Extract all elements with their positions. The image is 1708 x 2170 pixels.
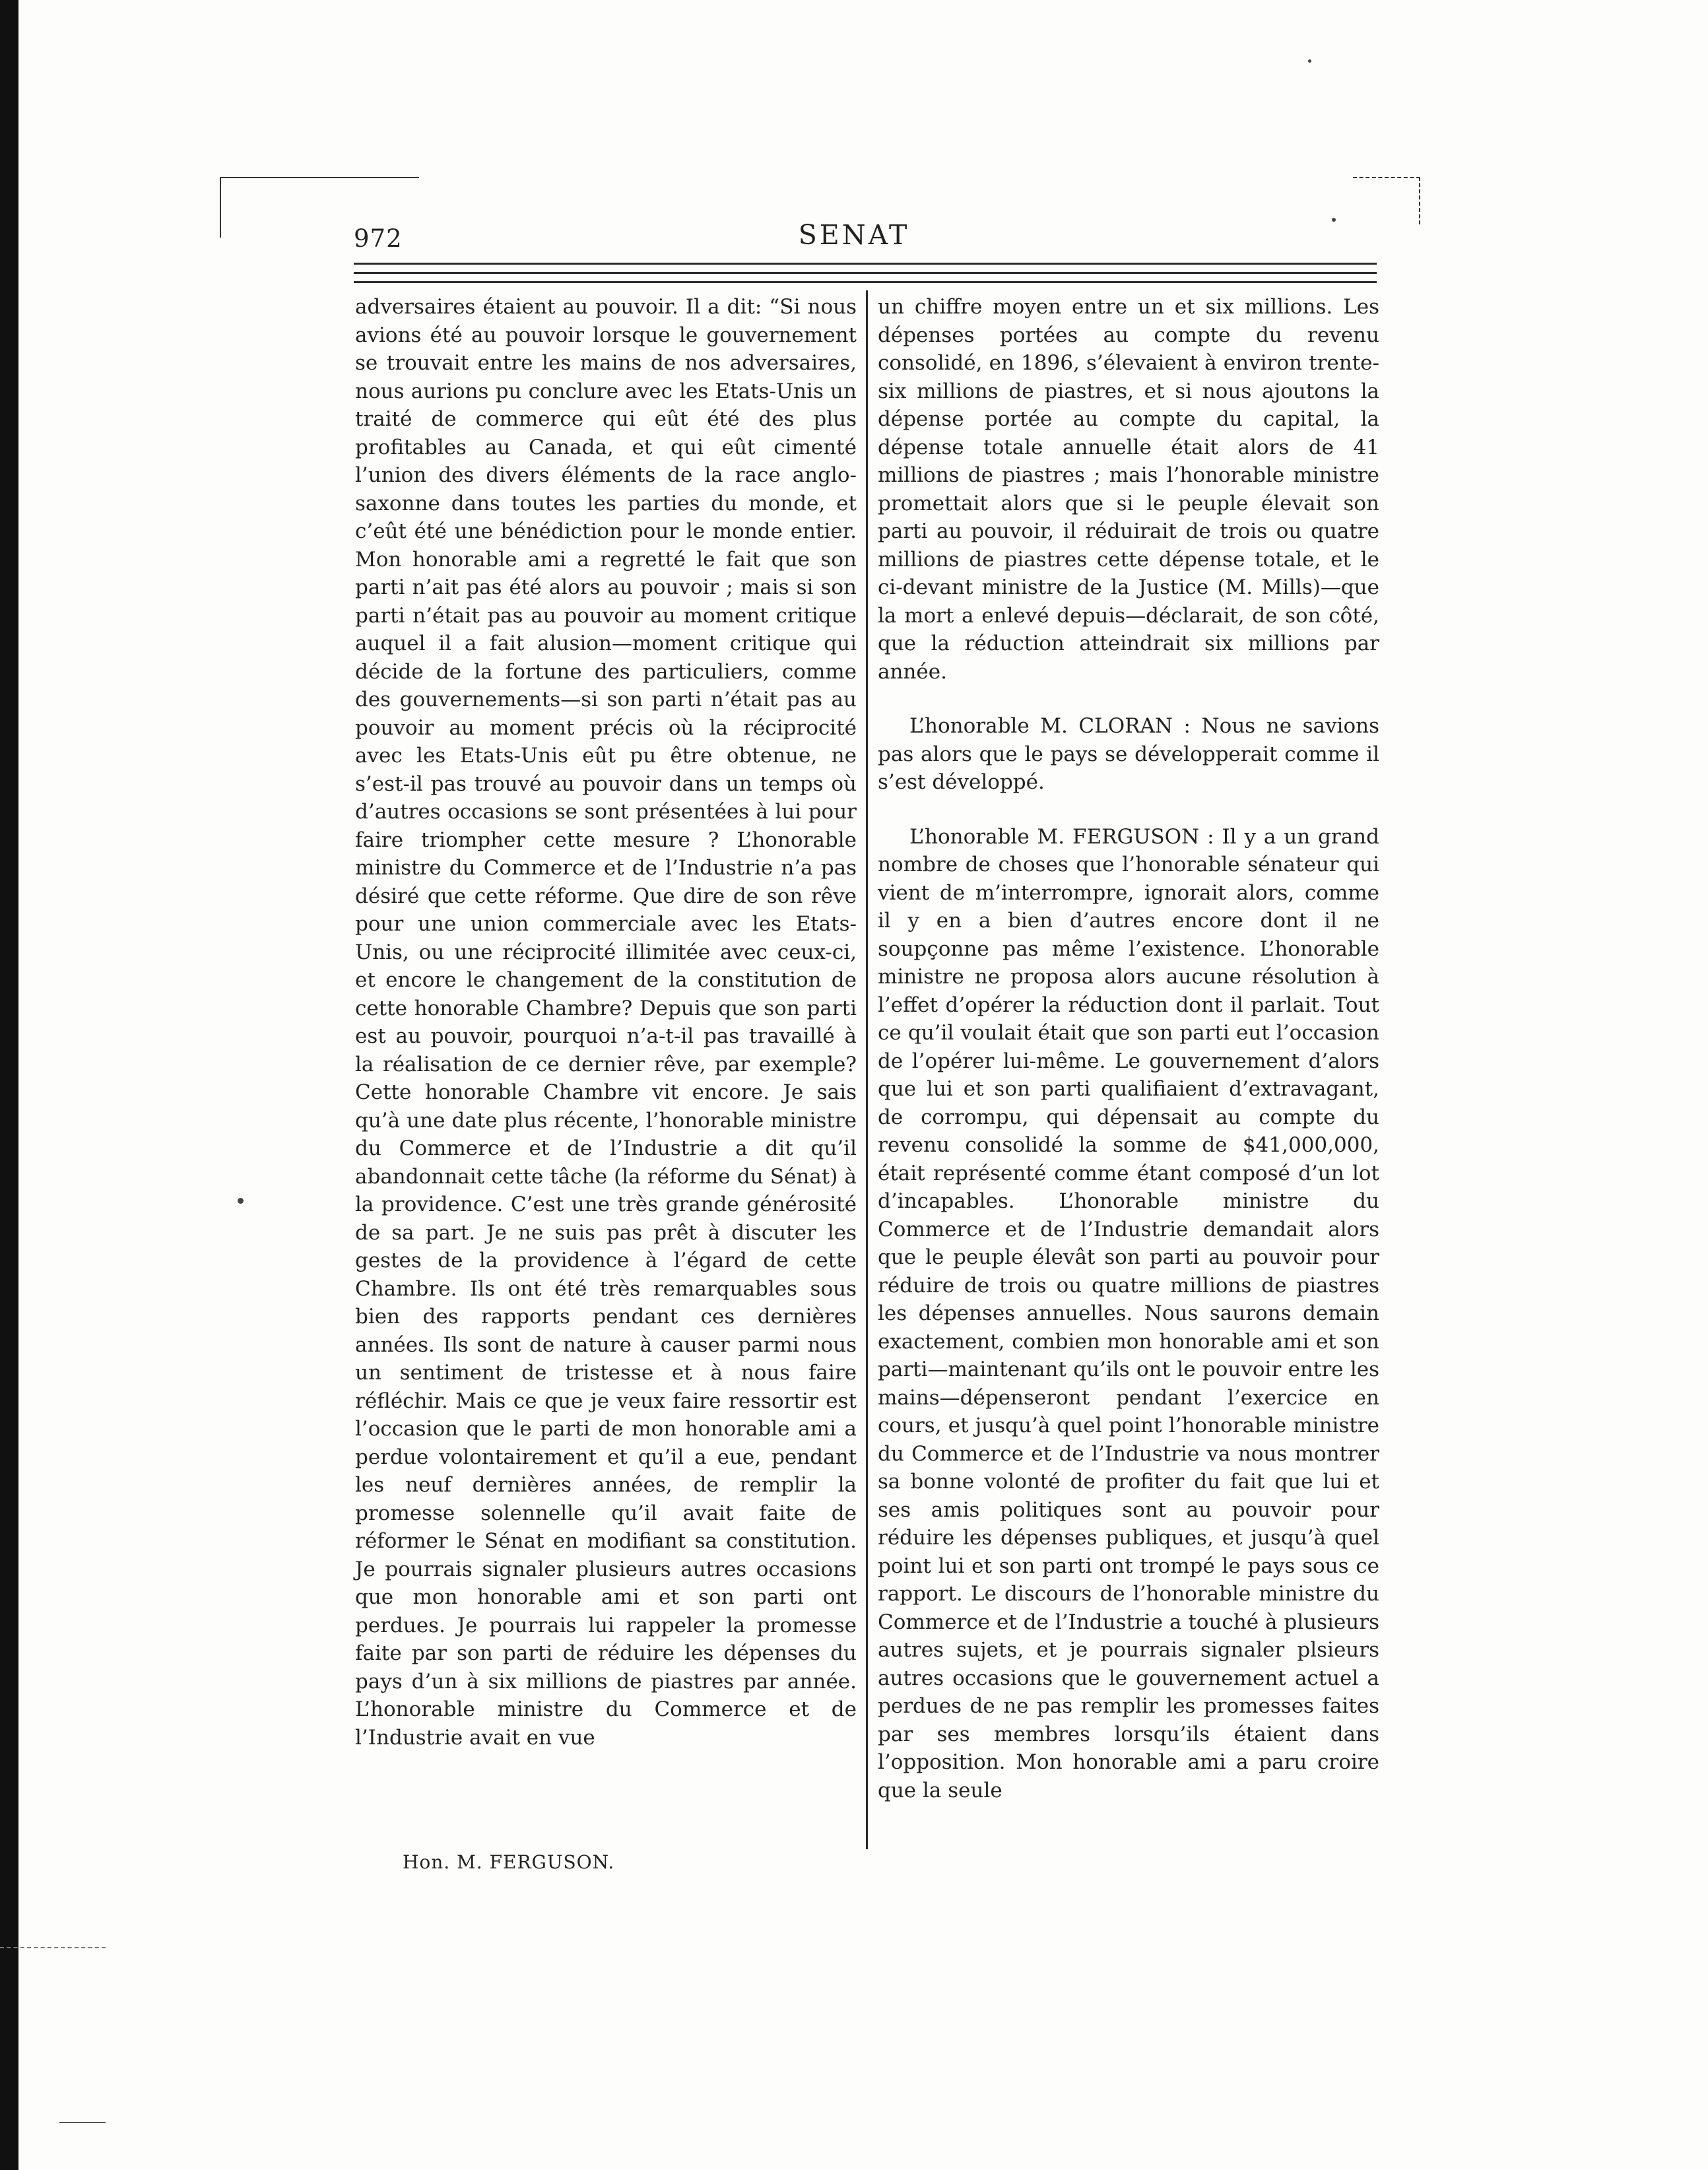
running-head: SENAT [798,219,910,251]
header-rule [354,263,1377,265]
right-column [878,293,1379,1804]
page-number: 972 [354,224,403,253]
dust-speck [1308,59,1311,63]
paragraph: L’honorable M. FERGUSON : Il y a un grand nombre de choses que l’honorable sénateur qui vient de m’interrompre, ignorait alors, comme il y en a bien d’autres encore dont il ne soupçonne pas même l’existence. L’honorable ministre ne proposa alors aucune résolution à l’effet d’opérer la réduction dont il parlait. Tout ce qu’il voulait était que son parti eut l’occasion de l’opérer lui-même. Le gouvernement d’alors que lui et son parti qualifiaient d’extravagant, de corrompu, qui dépensait au compte du revenu consolidé la somme de $41,000,000, était représenté comme étant composé d’un lot d’incapables. L’honorable ministre du Commerce et de l’Industrie demandait alors que le peuple élevât son parti au pouvoir pour réduire de trois ou quatre millions de piastres les dépenses annuelles. Nous saurons demain exactement, combien mon honorable ami et son parti—maintenant qu’ils ont le pouvoir entre les mains—dépenseront pendant l’exercice en cours, et jusqu’à quel point l’honorable ministre du Commerce et de l’Industrie va nous montrer sa bonne volonté de profiter du fait que lui et ses amis politiques sont au pouvoir pour réduire les dépenses publiques, et jusqu’à quel point lui et son parti ont trompé le pays sous ce rapport. Le discours de l’honorable ministre du Commerce et de l’Industrie a touché à plusieurs autres sujets, et je pourrais signaler plsieurs autres occasions que le gouvernement actuel a perdues de ne pas remplir les promesses faites par ses membres lorsqu’ils étaient dans l’opposition. Mon honorable ami a paru croire que la seule [878,824,1379,1802]
speaker-footer: Hon. M. FERGUSON. [403,1851,615,1873]
crop-mark-top-right [1353,177,1420,224]
scan-mark [0,1947,106,1948]
scan-mark [59,2122,106,2123]
dust-speck [238,1198,244,1204]
paragraph: L’honorable M. CLORAN : Nous ne savions pas alors que le pays se développerait comme il s’est développé. [878,714,1379,794]
header-rule [354,281,1377,283]
column-divider [866,290,868,1849]
header-rule [354,272,1377,274]
scan-edge-bar [0,0,18,2170]
left-column [355,293,857,1752]
paragraph: adversaires étaient au pouvoir. Il a dit: “Si nous avions été au pouvoir lorsque le gouvernement se trouvait entre les mains de nos adversaires, nous aurions pu conclure avec les Etats-Unis un traité de commerce qui eût été des plus profitables au Canada, et qui eût cimenté l’union des divers éléments de la race anglo-saxonne dans toutes les parties du monde, et c’eût été une bénédiction pour le monde entier. Mon honorable ami a regretté le fait que son parti n’ait pas été alors au pouvoir ; mais si son parti n’était pas au pouvoir au moment critique auquel il a fait alusion—moment critique qui décide de la fortune des particuliers, comme des gouvernements—si son parti n’était pas au pouvoir au moment précis où la réciprocité avec les Etats-Unis eût pu être obtenue, ne s’est-il pas trouvé au pouvoir dans un temps où d’autres occasions se sont présentées à lui pour faire triompher cette mesure ? L’honorable ministre du Commerce et de l’Industrie n’a pas désiré que cette réforme. Que dire de son rêve pour une union commerciale avec les Etats-Unis, ou une réciprocité illimitée avec ceux-ci, et encore le changement de la constitution de cette honorable Chambre? Depuis que son parti est au pouvoir, pourquoi n’a-t-il pas travaillé à la réalisation de ce dernier rêve, par exemple? Cette honorable Chambre vit encore. Je sais qu’à une date plus récente, l’honorable ministre du Commerce et de l’Industrie a dit qu’il abandonnait cette tâche (la réforme du Sénat) à la providence. C’est une très grande générosité de sa part. Je ne suis pas prêt à discuter les gestes de la providence à l’égard de cette Chambre. Ils ont été très remarquables sous bien des rapports pendant ces dernières années. Ils sont de nature à causer parmi nous un sentiment de tristesse et à nous faire réfléchir. Mais ce que je veux faire ressortir est l’occasion que le parti de mon honorable ami a perdue volontairement et qu’il a eue, pendant les neuf dernières années, de remplir la promesse solennelle qu’il avait faite de réformer le Sénat en modifiant sa constitution. Je pourrais signaler plusieurs autres occasions que mon honorable ami et son parti ont perdues. Je pourrais lui rappeler la promesse faite par son parti de réduire les dépenses du pays d’un à six millions de piastres par année. L’honorable ministre du Commerce et de l’Industrie avait en vue [355,295,857,1750]
paragraph: un chiffre moyen entre un et six millions. Les dépenses portées au compte du revenu consolidé, en 1896, s’élevaient à environ trente-six millions de piastres, et si nous ajoutons la dépense portée au compte du capital, la dépense totale annuelle était alors de 41 millions de piastres ; mais l’honorable ministre promettait alors que si le peuple élevait son parti au pouvoir, il réduirait de trois ou quatre millions de piastres cette dépense totale, et le ci-devant ministre de la Justice (M. Mills)—que la mort a enlevé depuis—déclarait, de son côté, que la réduction atteindrait six millions par année. [878,295,1379,684]
